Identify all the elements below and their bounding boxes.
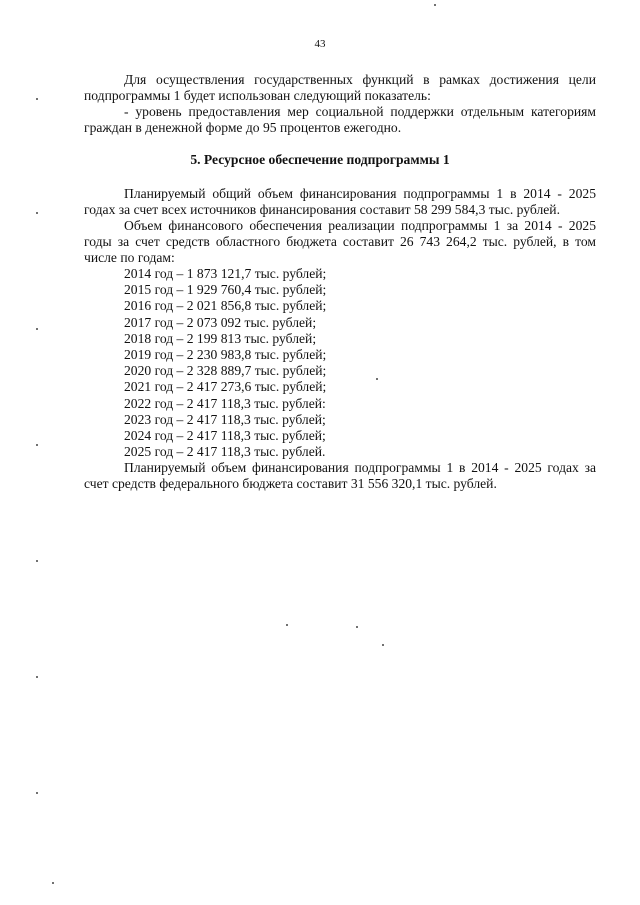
year-item: 2014 год – 1 873 121,7 тыс. рублей; [124, 266, 327, 281]
year-item: 2016 год – 2 021 856,8 тыс. рублей; [124, 298, 327, 314]
intro-paragraph: Для осуществления государственных функций в рамках достижения цели подпрограммы 1 будет использован следующий показатель: [84, 72, 596, 103]
section-body [84, 186, 596, 492]
year-item: 2022 год – 2 417 118,3 тыс. рублей: [124, 395, 326, 411]
section-heading: 5. Ресурсное обеспечение подпрограммы 1 [190, 152, 450, 167]
scan-speck [356, 626, 358, 628]
regional-financing-paragraph: Объем финансового обеспечения реализации подпрограммы 1 за 2014 - 2025 годы за счет средств областного бюджета составит 26 743 264,2 тыс. рублей, в том числе по годам: [84, 218, 596, 265]
year-list [84, 266, 596, 460]
scan-speck [36, 676, 38, 678]
scan-speck [36, 444, 38, 446]
federal-financing-paragraph: Планируемый объем финансирования подпрограммы 1 в 2014 - 2025 годах за счет средств федерального бюджета составит 31 556 320,1 тыс. рублей. [84, 460, 596, 492]
scan-speck [36, 212, 38, 214]
scan-speck [36, 98, 38, 100]
scan-speck [36, 328, 38, 330]
total-financing-paragraph: Планируемый общий объем финансирования подпрограммы 1 в 2014 - 2025 годах за счет всех источников финансирования составит 58 299 584,3 тыс. рублей. [84, 186, 596, 217]
year-item: 2019 год – 2 230 983,8 тыс. рублей; [124, 347, 327, 363]
scan-speck [382, 644, 384, 646]
year-item: 2025 год – 2 417 118,3 тыс. рублей. [124, 444, 326, 460]
year-item: 2020 год – 2 328 889,7 тыс. рублей; [124, 363, 327, 379]
scan-speck [52, 882, 54, 884]
year-item: 2017 год – 2 073 092 тыс. рублей; [124, 314, 317, 330]
scan-speck [376, 378, 378, 380]
year-item: 2021 год – 2 417 273,6 тыс. рублей; [124, 379, 327, 395]
scan-speck [36, 792, 38, 794]
indicator-paragraph: - уровень предоставления мер социальной поддержки отдельным категориям граждан в денежной форме до 95 процентов ежегодно. [84, 104, 596, 135]
scan-speck [434, 4, 436, 6]
year-item: 2023 год – 2 417 118,3 тыс. рублей; [124, 411, 326, 427]
page-number: 43 [314, 38, 326, 50]
scan-speck [36, 560, 38, 562]
intro-block [84, 72, 596, 136]
year-item: 2018 год – 2 199 813 тыс. рублей; [124, 330, 317, 346]
year-item: 2024 год – 2 417 118,3 тыс. рублей; [124, 428, 326, 444]
year-item: 2015 год – 1 929 760,4 тыс. рублей; [124, 282, 327, 298]
scan-speck [286, 624, 288, 626]
